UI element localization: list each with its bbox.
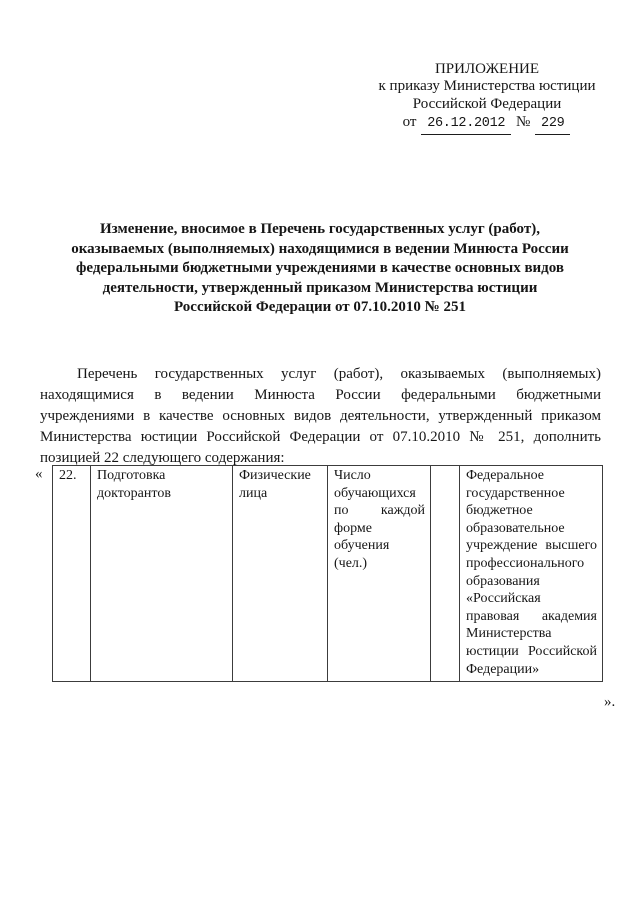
header-line-order: к приказу Министерства юстиции bbox=[378, 78, 596, 95]
closing-quote-mark: ». bbox=[604, 694, 616, 710]
title-line: деятельности, утвержденный приказом Министерства юстиции bbox=[102, 279, 538, 296]
opening-quote-mark: « bbox=[35, 466, 43, 482]
number-sign: № bbox=[515, 114, 531, 131]
services-table bbox=[52, 465, 603, 682]
document-title bbox=[63, 220, 577, 318]
paragraph-line: позицией 22 следующего содержания: bbox=[40, 450, 285, 466]
date-prefix: от bbox=[402, 114, 417, 131]
header-line-federation: Российской Федерации bbox=[412, 95, 562, 112]
cell-position-number: 22. bbox=[53, 466, 91, 682]
paragraph-line: учреждениями в качестве основных видов деятельности, утвержденный приказом bbox=[40, 408, 601, 424]
cell-service-name: Подготовка докторантов bbox=[91, 466, 233, 682]
appendix-header bbox=[366, 61, 608, 135]
paragraph-line: находящимися в ведении Минюста России федеральными бюджетными bbox=[40, 387, 601, 403]
table-row-22 bbox=[53, 466, 603, 682]
cell-empty bbox=[431, 466, 460, 682]
order-date-line bbox=[366, 114, 608, 134]
body-paragraph bbox=[40, 364, 601, 469]
paragraph-line: Министерства юстиции Российской Федерации от 07.10.2010 № 251, дополнить bbox=[40, 429, 601, 445]
order-number-value: 229 bbox=[535, 115, 570, 134]
order-date-value: 26.12.2012 bbox=[421, 115, 511, 134]
cell-institution: Федеральное государственное бюджетное образовательное учреждение высшего профессионального образования «Российская правовая академия Министерства юстиции Российской Федерации» bbox=[460, 466, 603, 682]
cell-consumer: Физические лица bbox=[233, 466, 328, 682]
appendix-label: ПРИЛОЖЕНИЕ bbox=[434, 61, 540, 77]
cell-indicator: Число обучающихся по каждой форме обучения (чел.) bbox=[328, 466, 431, 682]
title-line: оказываемых (выполняемых) находящимися в ведении Минюста России bbox=[71, 240, 569, 257]
paragraph-line: Перечень государственных услуг (работ), оказываемых (выполняемых) bbox=[77, 366, 601, 382]
title-line: федеральными бюджетными учреждениями в качестве основных видов bbox=[75, 260, 564, 277]
title-line: Изменение, вносимое в Перечень государственных услуг (работ), bbox=[100, 221, 540, 237]
title-line: Российской Федерации от 07.10.2010 № 251 bbox=[174, 299, 466, 316]
